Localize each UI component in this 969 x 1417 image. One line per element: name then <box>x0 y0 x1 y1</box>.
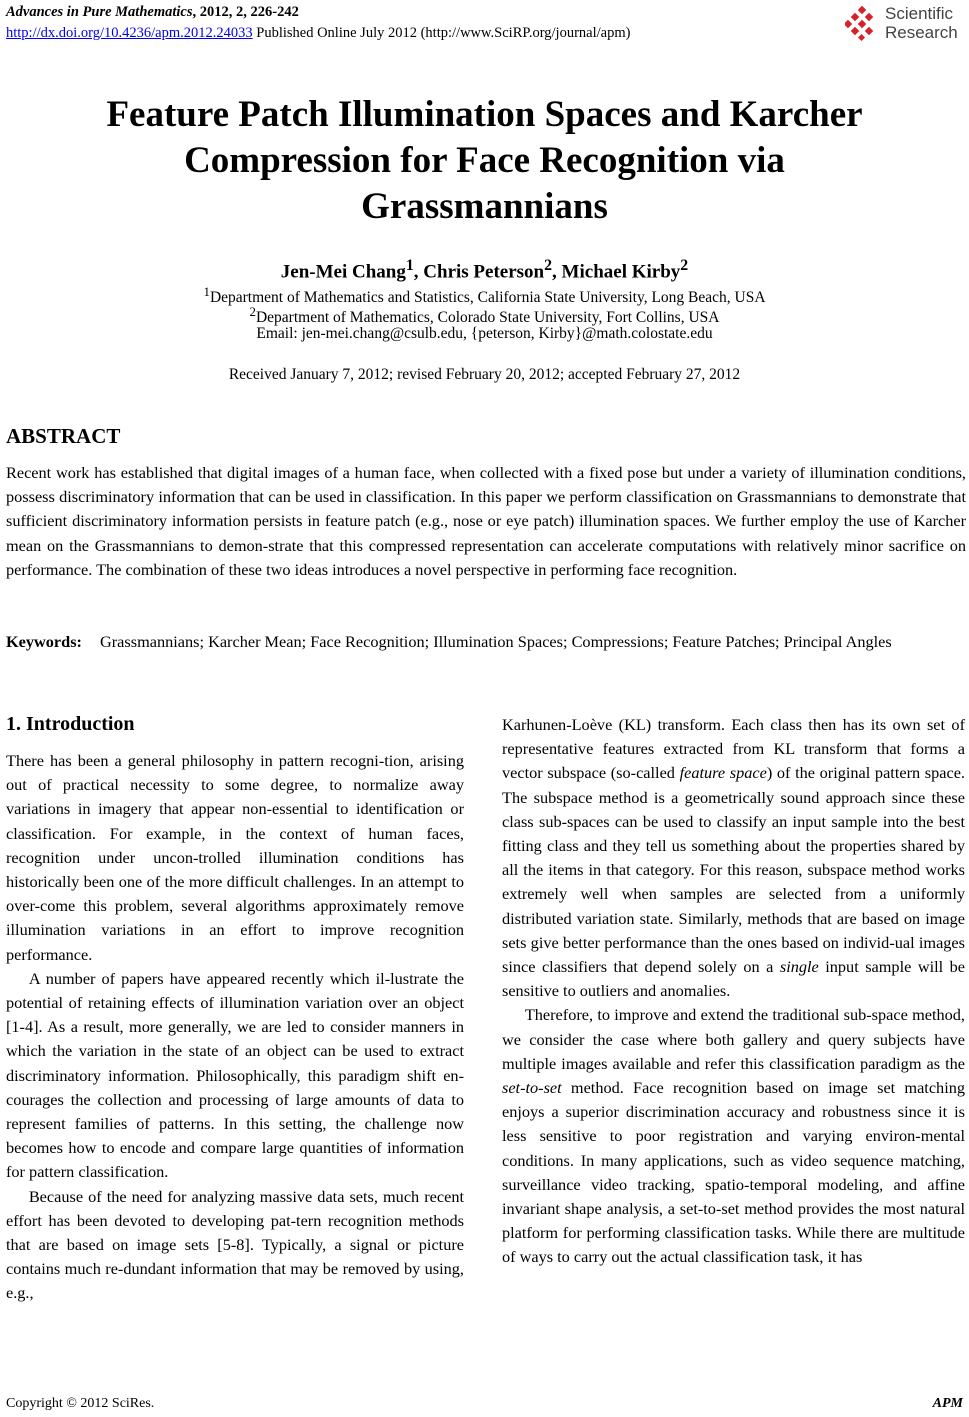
journal-name: Advances in Pure Mathematics <box>6 4 193 20</box>
author-3-sup: 2 <box>680 257 689 274</box>
email-text: Email: jen-mei.chang@csulb.edu, {peterson, Kirby}@math.colostate.edu <box>256 325 713 342</box>
author-separator: , <box>413 261 424 283</box>
paragraph: Because of the need for analyzing massive data sets, much recent effort has been devoted to developing pat-tern recognition methods that are based on image sets [5-8]. Typically, a signal or picture contains much re-dundant information that may be removed by using, e.g., <box>6 1186 464 1303</box>
right-column <box>502 713 965 1270</box>
affiliation-1-text: Department of Mathematics and Statistics, California State University, Long Beach, USA <box>209 289 766 307</box>
copyright-footer: Copyright © 2012 SciRes. <box>6 1396 155 1411</box>
paragraph <box>502 713 965 1003</box>
affiliation-1-sup: 1 <box>203 284 210 299</box>
author-1-sup: 1 <box>405 257 414 274</box>
section-heading-introduction: 1. Introduction <box>6 713 135 735</box>
published-info: Published Online July 2012 (http://www.SciRP.org/journal/apm) <box>252 25 631 41</box>
affiliation-2-text: Department of Mathematics, Colorado State University, Fort Collins, USA <box>255 309 720 327</box>
paper-title <box>20 92 949 230</box>
scientific-research-logo <box>845 2 965 44</box>
emphasis-feature-space: feature space <box>679 763 767 783</box>
received-dates: Received January 7, 2012; revised February 20, 2012; accepted February 27, 2012 <box>228 366 741 383</box>
journal-abbrev-footer: APM <box>932 1396 963 1411</box>
author-list <box>0 257 969 283</box>
journal-citation <box>6 2 766 23</box>
paragraph-text: Karhunen-Loève (KL) transform. Each class then has its own set of representative features extracted from KL transform that forms a vector subspace (so-called <box>502 715 965 783</box>
keywords-text: Grassmannians; Karcher Mean; Face Recognition; Illumination Spaces; Compressions; Feature Patches; Principal Angles <box>100 632 892 651</box>
logo-line-2: Research <box>885 23 958 42</box>
emphasis-single: single <box>779 957 819 977</box>
emphasis-set-to-set: set-to-set <box>502 1078 562 1098</box>
abstract-body: Recent work has established that digital images of a human face, when collected with a fixed pose but under a variety of illumination conditions, possess discriminatory information that can be used in classification. In this paper we perform classification on Grassmannians to demonstrate that sufficient discriminatory information persists in feature patch (e.g., nose or eye patch) illumination spaces. We further employ the use of Karcher mean on the Grassmannians to demon-strate that this compressed representation can accelerate computations with relatively minor sacrifice on performance. The combination of these two ideas introduces a novel perspective in performing face recognition. <box>6 463 966 579</box>
author-2: Chris Peterson <box>423 261 545 283</box>
title-line-2: Compression for Face Recognition via <box>184 140 785 181</box>
logo-wordmark <box>885 4 958 42</box>
logo-line-1: Scientific <box>885 4 954 23</box>
title-line-1: Feature Patch Illumination Spaces and Karcher <box>106 94 863 135</box>
volume-info: , 2012, 2, 226-242 <box>192 4 299 20</box>
paragraph-text: Therefore, to improve and extend the traditional sub-space method, we consider the case where both gallery and query subjects have multiple images available and refer this classification paradigm as the <box>502 1005 965 1073</box>
keywords <box>6 630 966 654</box>
affiliation-2 <box>0 304 969 327</box>
author-1: Jen-Mei Chang <box>280 261 406 283</box>
affiliation-2-sup: 2 <box>249 304 256 319</box>
paragraph <box>502 1003 965 1269</box>
paragraph: A number of papers have appeared recently which il-lustrate the potential of retaining effects of illumination variation over an object [1-4]. As a result, more generally, we are led to consider manners in which the variation in the state of an object can be used to extract discriminatory information. Philosophically, this paradigm shift en-courages the collection and processing of large amounts of data to represent families of patterns. In this setting, the challenge now becomes how to encode and compare large quantities of information for pattern classification. <box>6 968 464 1182</box>
abstract-heading: ABSTRACT <box>6 424 121 448</box>
paragraph-text: method. Face recognition based on image set matching enjoys a superior discrimination accuracy and robustness since it is less sensitive to poor registration and varying environ-mental conditions. In many applications, such as video sequence matching, surveillance video tracking, spatio-temporal modeling, and affine invariant shape analysis, a set-to-set method provides the most natural platform for performing classification tasks. While there are multitude of ways to carry out the actual classification task, it has <box>502 1078 965 1267</box>
journal-header <box>6 2 766 44</box>
scirp-logo-icon <box>845 6 881 42</box>
keywords-label: Keywords: <box>6 632 82 651</box>
paragraph-text: input sample will be sensitive to outliers and anomalies. <box>502 957 966 1001</box>
author-separator: , <box>552 261 562 283</box>
doi-link[interactable]: http://dx.doi.org/10.4236/apm.2012.24033 <box>6 25 253 41</box>
paragraph-text: ) of the original pattern space. The subspace method is a geometrically sound approach since these class sub-spaces can be used to classify an input sample into the best fitting class and they tell us something about the properties shared by all the items in that category. For this reason, subspace method works extremely well when samples are selected from a uniformly distributed variation state. Similarly, methods that are based on image sets give better performance than the ones based on individ-ual images since classifiers that depend solely on a <box>502 763 966 977</box>
left-column <box>6 749 464 1306</box>
author-2-sup: 2 <box>544 257 553 274</box>
author-email <box>0 325 969 343</box>
paragraph: There has been a general philosophy in pattern recogni-tion, arising out of practical necessity to some degree, to normalize away variations in imagery that appear non-essential to identification or classification. For example, in the context of human faces, recognition under uncon-trolled illumination conditions has historically been one of the more difficult challenges. In an attempt to over-come this problem, several algorithms approximately remove illumination variations in an effort to improve recognition performance. <box>6 751 464 964</box>
author-3: Michael Kirby <box>561 261 681 283</box>
title-line-3: Grassmannians <box>361 186 608 227</box>
